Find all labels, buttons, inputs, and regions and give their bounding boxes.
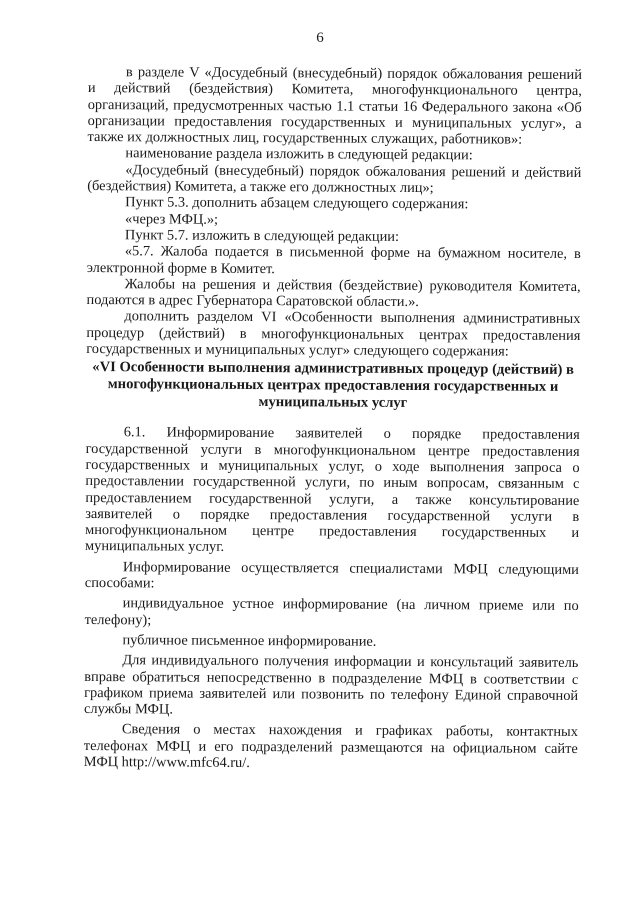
amendment-paragraph: наименование раздела изложить в следующей редакции: [125,145,473,164]
section-heading: «VI Особенности выполнения административных процедур (действий) в многофункциональных центрах предоставления государственных и муниципальных услуг [92,359,575,412]
section-paragraph: индивидуальное устное информирование (на личном приеме или по телефону); [84,595,579,629]
amendment-paragraph: «5.7. Жалоба подается в письменной форме на бумажном носителе, в электронной форме в Комитет. [86,243,581,277]
page-number: 6 [316,30,324,46]
document-body [84,64,582,773]
amendment-paragraph: в разделе V «Досудебный (внесудебный) порядок обжалования решений и действий (бездействия) Комитета, многофункционального центра, организаций, предусмотренных частью 1.1 статьи 16 Федерального закона «Об организации предоставления государственных и муниципальных услуг», а также их должностных лиц, государственных служащих, работников»: [87,64,582,148]
section-paragraph: Сведения о местах нахождения и графиках работы, контактных телефонах МФЦ и его подразделений размещаются на официальном сайте МФЦ http://www.mfc64.ru/. [83,721,578,771]
amendment-paragraph: дополнить разделом VI «Особенности выполнения административных процедур (действий) в многофункциональных центрах предоставления государственных и муниципальных услуг» следующего содержания: [86,308,581,360]
section-paragraph: 6.1. Информирование заявителей о порядке предоставления государственной услуги в многофункциональном центре предоставления государственных и муниципальных услуг, о ходе выполнения запроса о предоставлении государственной услуги, по иным вопросам, связанным с предоставлением государственной услуги, а также консультирование заявителей о порядке предоставления государственной услуги в многофункциональном центре предоставления государственных и муниципальных услуг. [85,424,580,556]
section-paragraph: Информирование осуществляется специалистами МФЦ следующими способами: [84,558,579,592]
section-paragraph: Для индивидуального получения информации и консультаций заявитель вправе обратиться непосредственно в подразделение МФЦ в соответствии с графиком приема заявителей или позвонить по телефону Единой справочной службы МФЦ. [84,652,579,718]
amendment-paragraph: «через МФЦ.»; [125,210,219,228]
amendment-paragraph: Пункт 5.3. дополнить абзацем следующего содержания: [125,194,469,213]
amendment-paragraph: «Досудебный (внесудебный) порядок обжалования решений и действий (бездействия) Комитета, а также его должностных лиц»; [87,162,582,197]
amendment-paragraph: Пункт 5.7. изложить в следующей редакции: [124,227,400,245]
amendment-paragraph: Жалобы на решения и действия (бездействие) руководителя Комитета, подаются в адрес Губернатора Саратовской области.». [86,276,581,311]
section-paragraph: публичное письменное информирование. [122,632,377,650]
